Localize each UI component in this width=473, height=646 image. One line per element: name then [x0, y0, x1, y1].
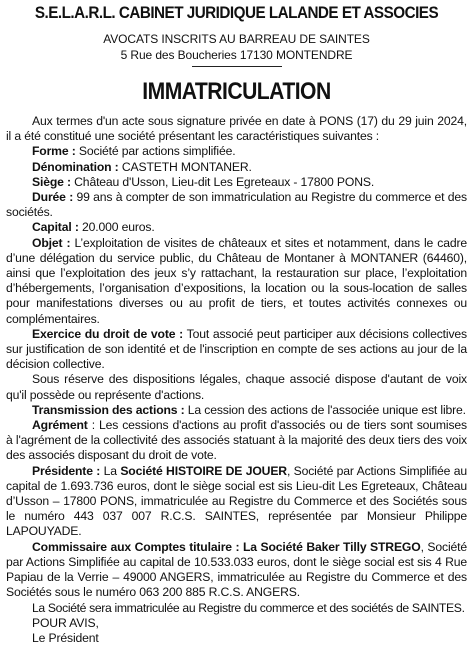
signature: Le Président	[32, 630, 99, 645]
transmission-paragraph	[6, 403, 467, 418]
siege-paragraph	[6, 175, 467, 190]
objet-paragraph	[6, 236, 467, 327]
vote-paragraph	[6, 327, 467, 373]
agrement-value: : Les cessions d'actions au profit d'associés ou de tiers sont soumises à l'agrément de la collectivité des associés statuant à la majorité des deux tiers des voix des associés disposant du droit de vote.	[6, 418, 467, 463]
presidente-label: Présidente :	[32, 463, 101, 478]
transmission-label: Transmission des actions :	[32, 402, 185, 417]
agrement-paragraph	[6, 418, 467, 464]
objet-label: Objet :	[32, 235, 71, 250]
voix-paragraph: Sous réserve des dispositions légales, chaque associé dispose d'autant de voix qu'il possède ou représente d'actions.	[6, 372, 467, 402]
firm-name: S.E.L.A.R.L. CABINET JURIDIQUE LALANDE ET ASSOCIES	[34, 4, 439, 22]
transmission-value: La cession des actions de l'associée unique est libre.	[184, 402, 466, 417]
header-divider	[192, 66, 282, 67]
denomination-value: CASTETH MONTANER.	[118, 159, 252, 174]
forme-value: Société par actions simplifiée.	[75, 144, 236, 159]
presidente-value: , Société par Actions Simplifiée au capital de 1.693.736 euros, dont le siège social est sis Lieu-dit Les Egreteaux, Château d’Usson – 17800 PONS, immatriculée au Registre du Commerce et des Sociétés sous le numéro 443 037 007 R.C.S. SAINTES, représentée par Monsieur Philippe LAPOUYADE.	[6, 463, 467, 539]
objet-value: L’exploitation de visites de châteaux et sites et notamment, dans le cadre d’une délégation du service public, du Château de Montaner à MONTANER (64460), ainsi que l’exploitation des jeux s’y rattachant, la restauration sur place, l’exploitation d’hébergements, l’organisation d’expositions, la location ou la sous-location de salles pour manifestations diverses ou au profit de tiers, et toutes activités connexes ou complémentaires.	[6, 235, 467, 326]
presidente-paragraph	[6, 464, 467, 540]
presidente-pre: La	[100, 463, 121, 478]
agrement-label: Agrément	[32, 418, 88, 433]
closing-paragraph: La Société sera immatriculée au Registre du commerce et des sociétés de SAINTES.	[32, 600, 465, 615]
capital-value: 20.000 euros.	[78, 220, 155, 235]
commissaire-value: , Société par Actions Simplifiée au capital de 10.533.033 euros, dont le siège social est sis 4 Rue Papiau de la Verrie – 49000 ANGERS, immatriculée au Registre du Commerce et des Sociétés sous le numéro 063 200 885 R.C.S. ANGERS.	[6, 539, 467, 600]
firm-bar-line: AVOCATS INSCRITS AU BARREAU DE SAINTES	[103, 32, 370, 46]
capital-label: Capital :	[32, 220, 79, 235]
notice-body	[6, 114, 467, 646]
denomination-paragraph	[6, 160, 467, 175]
vote-value: Tout associé peut participer aux décisions collectives sur justification de son identité et de l'inscription en compte de ses actions au jour de la décision collective.	[6, 326, 467, 372]
commissaire-name: La Société Baker Tilly STREGO	[242, 539, 421, 554]
pour-avis: POUR AVIS,	[32, 615, 99, 630]
forme-label: Forme :	[32, 144, 76, 159]
commissaire-paragraph	[6, 540, 467, 601]
duree-value: 99 ans à compter de son immatriculation au Registre du commerce et des sociétés.	[6, 190, 467, 220]
duree-paragraph	[6, 190, 467, 220]
duree-label: Durée :	[32, 190, 74, 205]
siege-label: Siège :	[32, 174, 71, 189]
intro-paragraph: Aux termes d'un acte sous signature privée en date à PONS (17) du 29 juin 2024, il a été constitué une société présentant les caractéristiques suivantes :	[6, 114, 467, 144]
presidente-name: Société HISTOIRE DE JOUER	[120, 463, 287, 478]
denomination-label: Dénomination :	[32, 159, 119, 174]
forme-paragraph	[6, 144, 467, 159]
commissaire-label: Commissaire aux Comptes titulaire :	[32, 539, 240, 554]
firm-address: 5 Rue des Boucheries 17130 MONTENDRE	[120, 48, 353, 62]
notice-title: IMMATRICULATION	[142, 78, 331, 105]
vote-label: Exercice du droit de vote :	[32, 326, 184, 341]
siege-value: Château d'Usson, Lieu-dit Les Egreteaux - 17800 PONS.	[70, 174, 375, 189]
capital-paragraph	[6, 220, 467, 235]
